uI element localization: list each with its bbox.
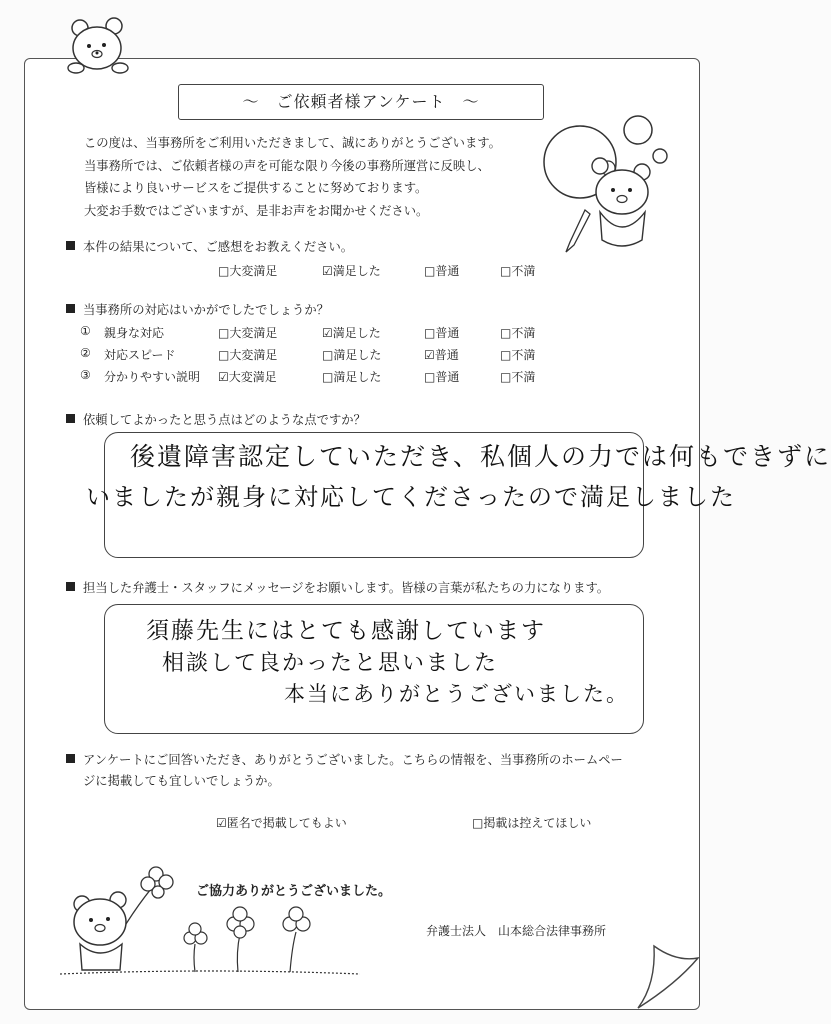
bullet-square-icon (66, 754, 75, 763)
q5-option-anonymous-ok[interactable]: ☑匿名で掲載してもよい (216, 816, 347, 830)
bear-with-pencil-illustration (530, 112, 680, 262)
question-5 (66, 750, 623, 792)
q2-row-1-option-satisfied[interactable]: ☑満足した (322, 326, 381, 340)
q4-answer-line-1: 須藤先生にはとても感謝しています (146, 618, 546, 644)
q2-row-3-option-normal[interactable]: □普通 (424, 370, 460, 384)
intro-text (84, 132, 501, 222)
q2-row-1-label: 親身な対応 (104, 326, 165, 340)
q5-option-refuse-posting[interactable]: □掲載は控えてほしい (472, 816, 592, 830)
q2-row-2-label: 対応スピード (104, 348, 176, 362)
q2-row-2-option-very-satisfied[interactable]: □大変満足 (218, 348, 278, 362)
intro-line: 皆様により良いサービスをご提供することに努めております。 (84, 181, 428, 195)
q2-row-1-number: ① (80, 324, 91, 338)
question-4-text: 担当した弁護士・スタッフにメッセージをお願いします。皆様の言葉が私たちの力になります。 (83, 581, 610, 595)
law-firm-name: 弁護士法人 山本総合法律事務所 (426, 924, 607, 938)
q1-option-very-satisfied[interactable]: □大変満足 (218, 264, 278, 278)
q2-row-3-label: 分かりやすい説明 (104, 370, 201, 384)
q2-row-2-option-satisfied[interactable]: □満足した (322, 348, 382, 362)
question-2-text: 当事務所の対応はいかがでしたでしょうか？ (83, 303, 329, 317)
bear-peeking-illustration (62, 16, 142, 78)
q2-row-3-number: ③ (80, 368, 91, 382)
question-3 (66, 410, 366, 428)
q2-row-1-option-very-satisfied[interactable]: □大変満足 (218, 326, 278, 340)
intro-line: 当事務所では、ご依頼者様の声を可能な限り今後の事務所運営に反映し、 (84, 158, 490, 173)
q2-row-2-option-normal[interactable]: ☑普通 (424, 348, 459, 362)
q1-option-normal[interactable]: □普通 (424, 264, 460, 278)
q3-answer-line-1: 後遺障害認定していただき、私個人の力では何もできずに (130, 442, 831, 471)
q2-row-3-option-dissatisfied[interactable]: □不満 (500, 370, 536, 384)
q3-answer-line-2: いましたが親身に対応してくださったので満足しました (86, 483, 736, 511)
bullet-square-icon (66, 304, 75, 313)
q2-row-1-option-dissatisfied[interactable]: □不満 (500, 326, 536, 340)
survey-title: ～ ご依頼者様アンケート ～ (178, 84, 544, 120)
q4-answer-line-2: 相談して良かったと思いました (162, 651, 499, 676)
question-5-text-line-2: ジに掲載しても宜しいでしょうか。 (83, 774, 280, 788)
bullet-square-icon (66, 414, 75, 423)
question-1 (66, 237, 353, 255)
q2-row-3-option-satisfied[interactable]: □満足した (322, 370, 382, 384)
intro-line: 大変お手数ではございますが、是非お声をお聞かせください。 (84, 203, 429, 218)
q2-row-1-option-normal[interactable]: □普通 (424, 326, 460, 340)
q2-row-2-option-dissatisfied[interactable]: □不満 (500, 348, 536, 362)
question-3-text: 依頼してよかったと思う点はどのような点ですか？ (83, 413, 366, 427)
question-1-text: 本件の結果について、ご感想をお教えください。 (83, 240, 354, 254)
intro-line: この度は、当事務所をご利用いただきまして、誠にありがとうございます。 (84, 136, 501, 150)
folded-corner-decoration (636, 944, 700, 1010)
bullet-square-icon (66, 582, 75, 591)
q2-row-2-number: ② (80, 346, 91, 360)
bullet-square-icon (66, 241, 75, 250)
question-5-text-line-1: アンケートにご回答いただき、ありがとうございました。こちらの情報を、当事務所のホームペー (83, 753, 623, 767)
q2-row-3-option-very-satisfied[interactable]: ☑大変満足 (218, 370, 277, 384)
question-4 (66, 578, 609, 596)
q1-option-dissatisfied[interactable]: □不満 (500, 264, 536, 278)
thanks-message: ご協力ありがとうございました。 (196, 884, 392, 899)
question-2 (66, 300, 329, 318)
q1-option-satisfied[interactable]: ☑満足した (322, 264, 381, 278)
q4-answer-line-3: 本当にありがとうございました。 (284, 682, 629, 706)
